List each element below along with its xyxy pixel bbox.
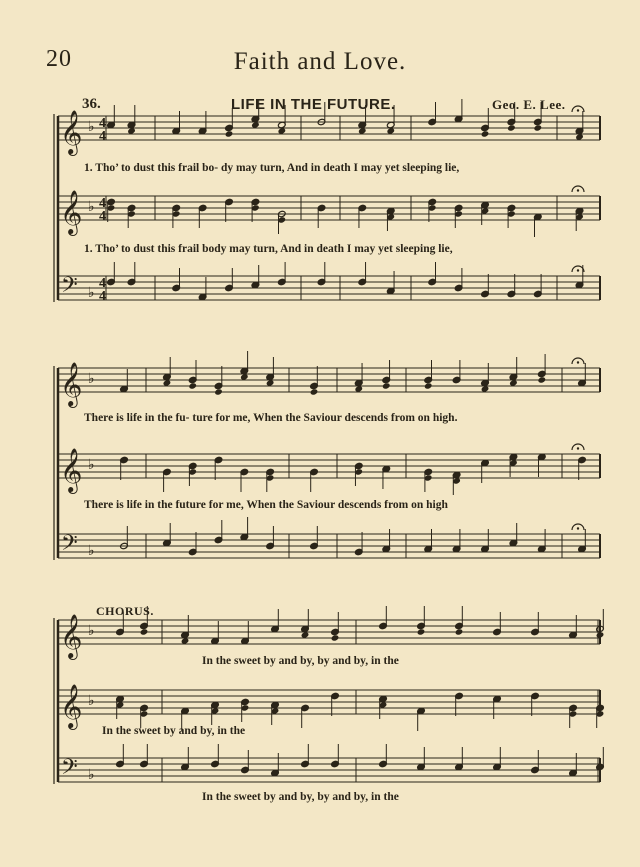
note-head <box>481 130 490 137</box>
flat-sign-icon: ♭ <box>88 457 95 473</box>
hymn-number: 36. <box>82 96 101 112</box>
flat-sign-icon: ♭ <box>88 623 95 639</box>
bass-clef-icon: 𝄢 <box>61 755 78 785</box>
treble-clef-icon: 𝄞 <box>60 448 83 492</box>
flat-sign-icon: ♭ <box>88 285 95 301</box>
time-signature-bottom: 4 <box>99 289 106 304</box>
note-head <box>534 124 543 131</box>
fermata-dot <box>577 361 579 363</box>
note-head <box>310 388 319 395</box>
time-signature-top: 4 <box>99 276 106 291</box>
flat-sign-icon: ♭ <box>88 371 95 387</box>
treble-clef-icon: 𝄞 <box>60 110 83 154</box>
flat-sign-icon: ♭ <box>88 199 95 215</box>
treble-clef-icon: 𝄞 <box>60 362 83 406</box>
bass-clef-icon: 𝄢 <box>61 531 78 561</box>
flat-sign-icon: ♭ <box>88 767 95 783</box>
note-head <box>455 628 464 635</box>
lyric-line: There is life in the fu- ture for me, When the Saviour descends from on high. <box>84 412 458 424</box>
page-title: Faith and Love. <box>233 48 407 75</box>
hymn-title: LIFE IN THE FUTURE. <box>231 96 396 113</box>
bass-clef-icon: 𝄢 <box>61 273 78 303</box>
fermata-dot <box>577 189 579 191</box>
note-head <box>140 628 149 635</box>
note-head <box>331 634 340 641</box>
flat-sign-icon: ♭ <box>88 543 95 559</box>
treble-clef-icon: 𝄞 <box>60 614 83 658</box>
treble-clef-icon: 𝄞 <box>60 684 83 728</box>
page-number: 20 <box>46 46 72 72</box>
time-signature-bottom: 4 <box>99 129 106 144</box>
treble-clef-icon: 𝄞 <box>60 190 83 234</box>
lyric-line: There is life in the future for me, When the Saviour descends from on high <box>84 499 448 511</box>
composer-credit: Geo. E. Lee. <box>492 97 566 112</box>
note-head <box>417 628 426 635</box>
fermata-dot <box>577 269 579 271</box>
time-signature-bottom: 4 <box>99 209 106 224</box>
lyric-line: 1. Tho’ to dust this frail bo- dy may turn, And in death I may yet sleeping lie, <box>84 162 460 174</box>
chorus-label: CHORUS. <box>96 604 154 618</box>
flat-sign-icon: ♭ <box>88 693 95 709</box>
fermata-dot <box>577 447 579 449</box>
note-head <box>214 388 223 395</box>
note-head <box>424 382 433 389</box>
note-head <box>188 382 197 389</box>
fermata-dot <box>577 109 579 111</box>
note-head <box>538 376 547 383</box>
note-head <box>507 124 516 131</box>
time-signature-top: 4 <box>99 196 106 211</box>
note-head <box>225 130 234 137</box>
note-head <box>382 382 391 389</box>
flat-sign-icon: ♭ <box>88 119 95 135</box>
lyric-line: 1. Tho’ to dust this frail body may turn, And in death I may yet sleeping lie, <box>84 243 453 255</box>
lyric-line: In the sweet by and by, in the <box>102 725 246 737</box>
lyric-line: In the sweet by and by, by and by, in the <box>202 791 399 803</box>
lyric-line: In the sweet by and by, by and by, in the <box>202 655 399 667</box>
fermata-dot <box>577 527 579 529</box>
time-signature-top: 4 <box>99 116 106 131</box>
